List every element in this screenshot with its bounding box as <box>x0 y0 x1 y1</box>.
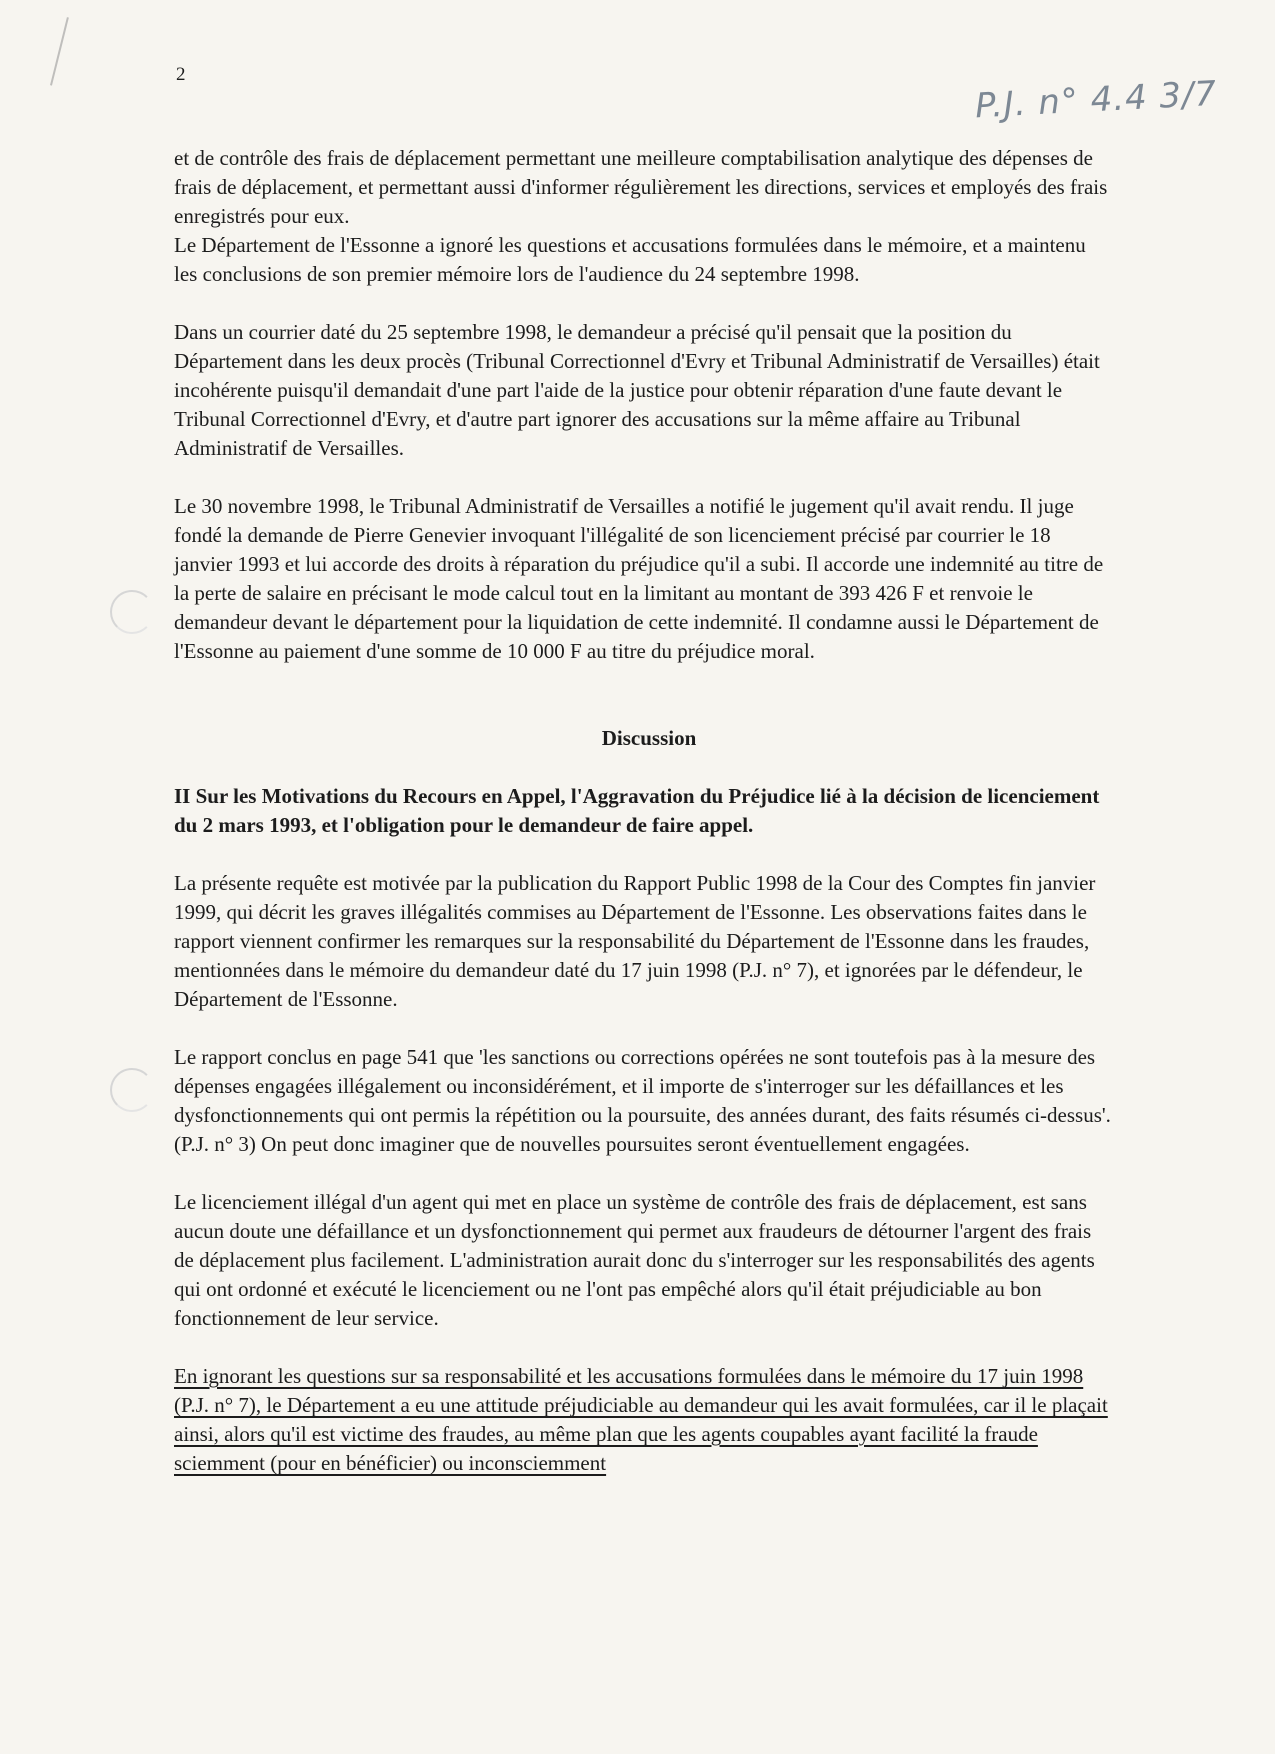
page-number: 2 <box>176 64 186 85</box>
paragraph: Le licenciement illégal d'un agent qui met en place un système de contrôle des frais de déplacement, est sans aucun doute une défaillance et un dysfonctionnement qui permet aux fraudeurs de détourner l'argent des frais de déplacement plus facilement. L'administration aurait donc du s'interroger sur les responsabilités des agents qui ont ordonné et exécuté le licenciement ou ne l'ont pas empêché alors qu'il était préjudiciable au bon fonctionnement de leur service. <box>174 1190 1095 1330</box>
paragraph: Dans un courrier daté du 25 septembre 1998, le demandeur a précisé qu'il pensait que la position du Département dans les deux procès (Tribunal Correctionnel d'Evry et Tribunal Administratif de Versailles) était incohérente puisqu'il demandait d'une part l'aide de la justice pour obtenir réparation d'une faute devant le Tribunal Correctionnel d'Evry, et d'autre part ignorer des accusations sur la même affaire au Tribunal Administratif de Versailles. <box>174 320 1100 460</box>
paragraph: La présente requête est motivée par la publication du Rapport Public 1998 de la Cour des Comptes fin janvier 1999, qui décrit les graves illégalités commises au Département de l'Essonne. Les observations faites dans le rapport viennent confirmer les remarques sur la responsabilité du Département de l'Essonne dans les fraudes, mentionnées dans le mémoire du demandeur daté du 17 juin 1998 (P.J. n° 7), et ignorées par le défendeur, le Département de l'Essonne. <box>174 871 1096 1011</box>
paragraph: Le Département de l'Essonne a ignoré les questions et accusations formulées dans le mémoire, et a maintenu les conclusions de son premier mémoire lors de l'audience du 24 septembre 1998. <box>174 233 1086 286</box>
paragraph: Le 30 novembre 1998, le Tribunal Administratif de Versailles a notifié le jugement qu'il avait rendu. Il juge fondé la demande de Pierre Genevier invoquant l'illégalité de son licenciement précisé par courrier le 18 janvier 1993 et lui accorde des droits à réparation du préjudice qu'il a subi. Il accorde une indemnité au titre de la perte de salaire en précisant le mode calcul tout en la limitant au montant de 393 426 F et renvoie le demandeur devant le département pour la liquidation de cette indemnité. Il condamne aussi le Département de l'Essonne au paiement d'une somme de 10 000 F au titre du préjudice moral. <box>174 494 1104 663</box>
underlined-paragraph: En ignorant les questions sur sa responsabilité et les accusations formulées dans le mémoire du 17 juin 1998 (P.J. n° 7), le Département a eu une attitude préjudiciable au demandeur qui les avait formulées, car il le plaçait ainsi, alors qu'il est victime des fraudes, au même plan que les agents coupables ayant facilité la fraude sciemment (pour en bénéficier) ou inconsciemment <box>174 1364 1108 1475</box>
punch-hole <box>110 590 154 634</box>
document-body <box>174 144 1114 1478</box>
punch-hole <box>110 1068 154 1112</box>
paragraph: et de contrôle des frais de déplacement permettant une meilleure comptabilisation analytique des dépenses de frais de déplacement, et permettant aussi d'informer régulièrement les directions, services et employés des frais enregistrés pour eux. <box>174 146 1108 228</box>
section-title: II Sur les Motivations du Recours en Appel, l'Aggravation du Préjudice lié à la décision de licenciement du 2 mars 1993, et l'obligation pour le demandeur de faire appel. <box>174 784 1100 837</box>
handwritten-reference: P.J. n° 4.4 3/7 <box>974 73 1219 127</box>
pen-stroke-mark <box>50 17 98 93</box>
discussion-heading: Discussion <box>601 726 697 750</box>
paragraph: Le rapport conclus en page 541 que 'les sanctions ou corrections opérées ne sont toutefois pas à la mesure des dépenses engagées illégalement ou inconsidérément, et il importe de s'interroger sur les défaillances et les dysfonctionnements qui ont permis la répétition ou la poursuite, des années durant, des faits résumés ci-dessus'. (P.J. n° 3) On peut donc imaginer que de nouvelles poursuites seront éventuellement engagées. <box>174 1045 1111 1156</box>
